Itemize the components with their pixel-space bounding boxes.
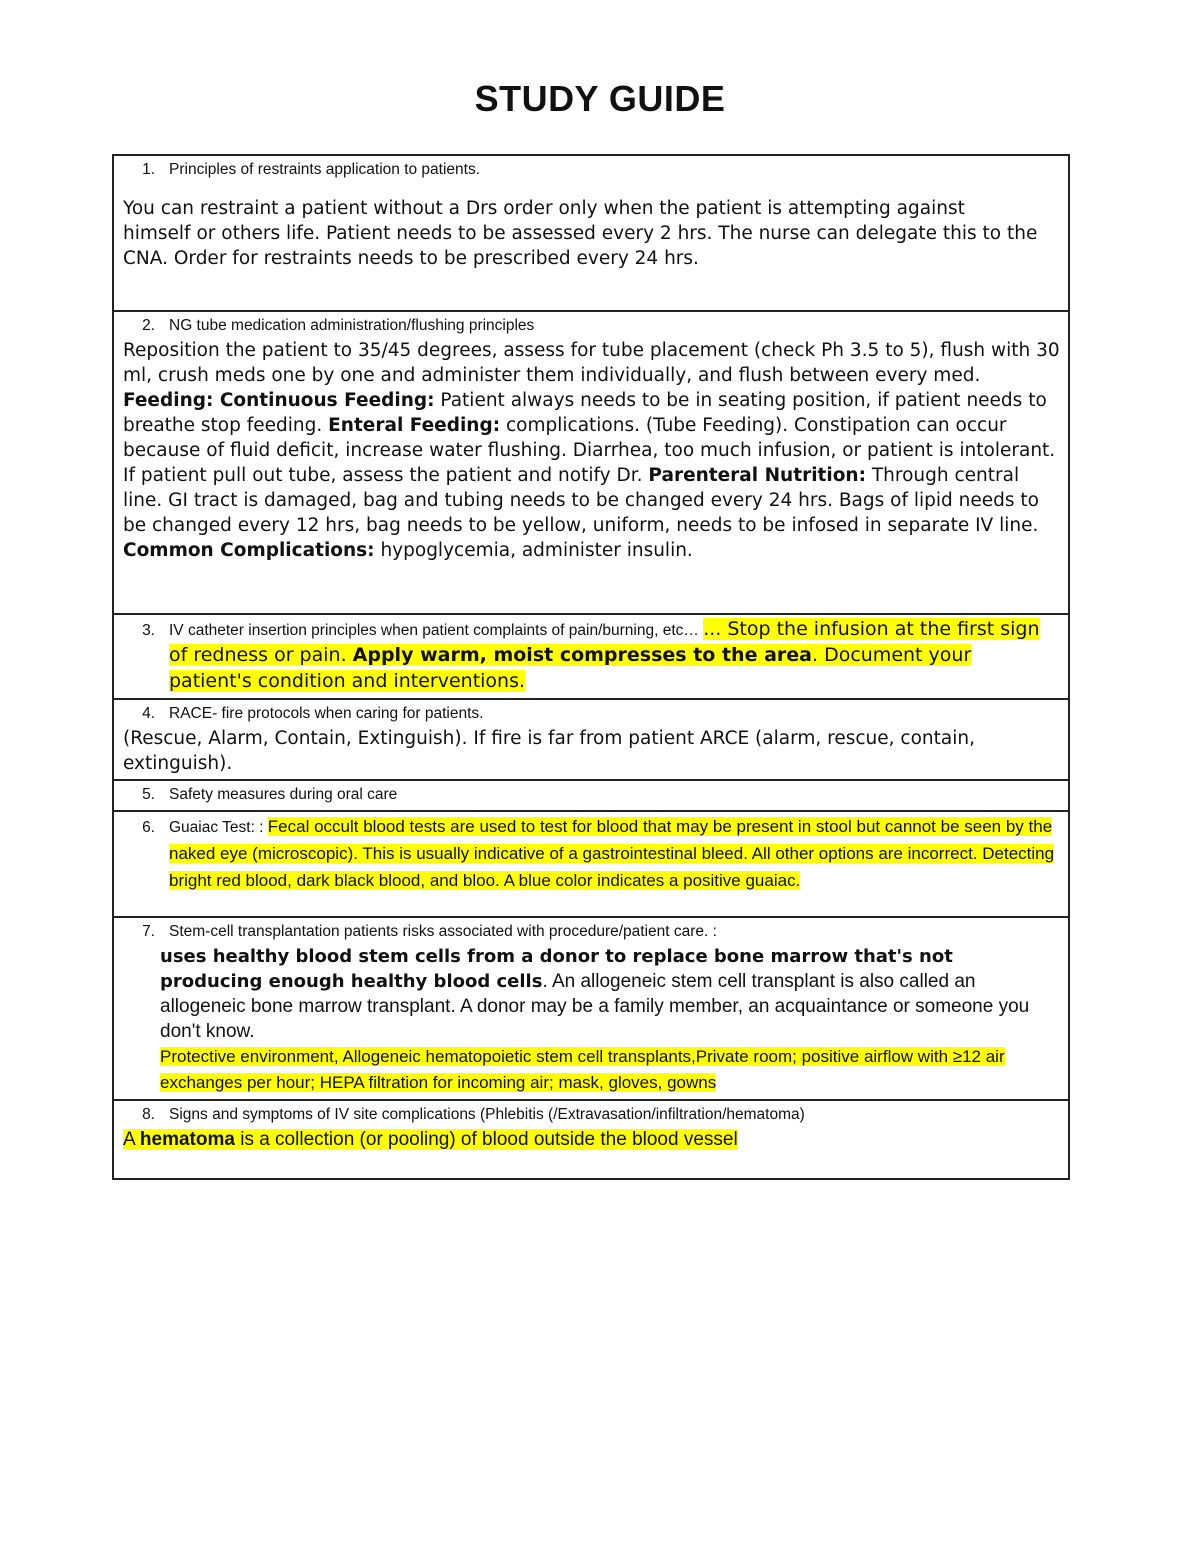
highlighted-answer: . Document your patient's condition and interventions. bbox=[169, 644, 972, 692]
highlighted-answer: Fecal occult blood tests are used to test for blood that may be present in stool but cannot be seen by the naked eye (microscopic). This is usually indicative of a gastrointestinal bleed. All other options are incorrect. Detecting bright red blood, dark black blood, and bloo. A blue color indicates a positive guaiac. bbox=[169, 817, 1055, 890]
question-1 bbox=[123, 158, 1060, 182]
answer-7 bbox=[123, 944, 1060, 1044]
question-text: NG tube medication administration/flushing principles bbox=[169, 317, 535, 334]
table-cell bbox=[113, 811, 1069, 917]
table-row bbox=[113, 811, 1069, 917]
answer-text: You can restraint a patient without a Drs order only when the patient is attempting against bbox=[123, 198, 965, 219]
question-8 bbox=[123, 1103, 1060, 1127]
table-cell bbox=[113, 1100, 1069, 1179]
answer-7-highlight bbox=[123, 1044, 1060, 1096]
table-cell bbox=[113, 780, 1069, 811]
question-6 bbox=[123, 814, 1060, 895]
item-number: 4. bbox=[142, 705, 155, 722]
parenteral-label: Parenteral Nutrition: bbox=[648, 465, 866, 486]
table-cell bbox=[113, 917, 1069, 1100]
table-row bbox=[113, 155, 1069, 311]
table-row bbox=[113, 311, 1069, 614]
question-3 bbox=[123, 617, 1060, 695]
question-text: Signs and symptoms of IV site complications (Phlebitis (/Extravasation/infiltration/hematoma) bbox=[169, 1106, 805, 1123]
highlighted-answer: ... Stop the infusion at the first sign of redness or pain. bbox=[169, 618, 1040, 666]
answer-text: complications. (Tube Feeding). Constipation can occur because of fluid deficit, increase water flushing. Diarrhea, too much infusion, or patient is intolerant. If patient pull out tube, assess the patient and notify Dr. bbox=[123, 415, 1056, 486]
study-guide-table bbox=[112, 154, 1070, 1180]
answer-2 bbox=[123, 338, 1060, 563]
question-text: IV catheter insertion principles when patient complaints of pain/burning, etc… bbox=[169, 622, 704, 639]
highlighted-answer: Protective environment, Allogeneic hematopoietic stem cell transplants,Private room; positive airflow with ≥12 air exchanges per hour; HEPA filtration for incoming air; mask, gloves, gowns bbox=[160, 1047, 1005, 1092]
item-number: 2. bbox=[142, 317, 155, 334]
table-row bbox=[113, 1100, 1069, 1179]
answer-text: . An allogeneic stem cell transplant is also called an allogeneic bone marrow transplant. A donor may be a family member, an acquaintance or someone you don't know. bbox=[160, 971, 1030, 1042]
highlighted-answer-bold: Apply warm, moist compresses to the area bbox=[352, 644, 812, 666]
highlighted-answer: A bbox=[123, 1129, 140, 1150]
enteral-label: Enteral Feeding: bbox=[328, 415, 501, 436]
question-text: Principles of restraints application to patients. bbox=[169, 161, 481, 178]
highlighted-answer: is a collection (or pooling) of blood outside the blood vessel bbox=[234, 1129, 738, 1150]
item-number: 8. bbox=[142, 1106, 155, 1123]
question-text: Stem-cell transplantation patients risks associated with procedure/patient care. : bbox=[169, 923, 717, 940]
answer-1 bbox=[123, 196, 1060, 271]
table-row bbox=[113, 780, 1069, 811]
question-text: RACE- fire protocols when caring for patients. bbox=[169, 705, 484, 722]
answer-bold: uses healthy blood stem cells from a donor to replace bone marrow that's not producing enough healthy blood cells bbox=[160, 946, 953, 992]
answer-4: (Rescue, Alarm, Contain, Extinguish). If fire is far from patient ARCE (alarm, rescue, contain, extinguish). bbox=[123, 728, 975, 774]
item-number: 3. bbox=[142, 622, 155, 639]
question-2 bbox=[123, 314, 1060, 338]
answer-text: hypoglycemia, administer insulin. bbox=[374, 540, 693, 561]
item-number: 6. bbox=[142, 819, 155, 836]
feeding-label: Feeding: Continuous Feeding: bbox=[123, 390, 435, 411]
item-number: 7. bbox=[142, 923, 155, 940]
answer-text: Patient always needs to be in seating position, if patient needs to breathe stop feeding. bbox=[123, 390, 1047, 436]
table-cell bbox=[113, 311, 1069, 614]
page-title: STUDY GUIDE bbox=[474, 78, 726, 119]
spacer bbox=[123, 182, 1060, 196]
table-row bbox=[113, 614, 1069, 699]
table-row bbox=[113, 699, 1069, 780]
table-cell bbox=[113, 699, 1069, 780]
answer-8 bbox=[123, 1127, 1060, 1153]
question-5 bbox=[123, 783, 1060, 807]
highlighted-answer-bold: hematoma bbox=[139, 1129, 235, 1150]
table-row bbox=[113, 917, 1069, 1100]
table-cell bbox=[113, 614, 1069, 699]
question-text: Guaiac Test: : bbox=[169, 819, 268, 836]
complications-label: Common Complications: bbox=[123, 540, 375, 561]
item-number: 5. bbox=[142, 786, 155, 803]
answer-text: Reposition the patient to 35/45 degrees, assess for tube placement (check Ph 3.5 to 5), flush with 30 ml, crush meds one by one and administer them individually, and flush between every med. bbox=[123, 340, 1060, 386]
question-text: Safety measures during oral care bbox=[169, 786, 398, 803]
question-7 bbox=[123, 920, 1060, 944]
item-number: 1. bbox=[142, 161, 155, 178]
answer-text: Through central line. GI tract is damaged, bag and tubing needs to be changed every 24 hrs. Bags of lipid needs to be changed every 12 hrs, bag needs to be yellow, uniform, needs to be infosed in separate IV line. bbox=[123, 465, 1039, 536]
table-cell bbox=[113, 155, 1069, 311]
question-4 bbox=[123, 702, 1060, 726]
answer-text: himself or others life. Patient needs to be assessed every 2 hrs. The nurse can delegate this to the CNA. Order for restraints needs to be prescribed every 24 hrs. bbox=[123, 223, 1038, 269]
